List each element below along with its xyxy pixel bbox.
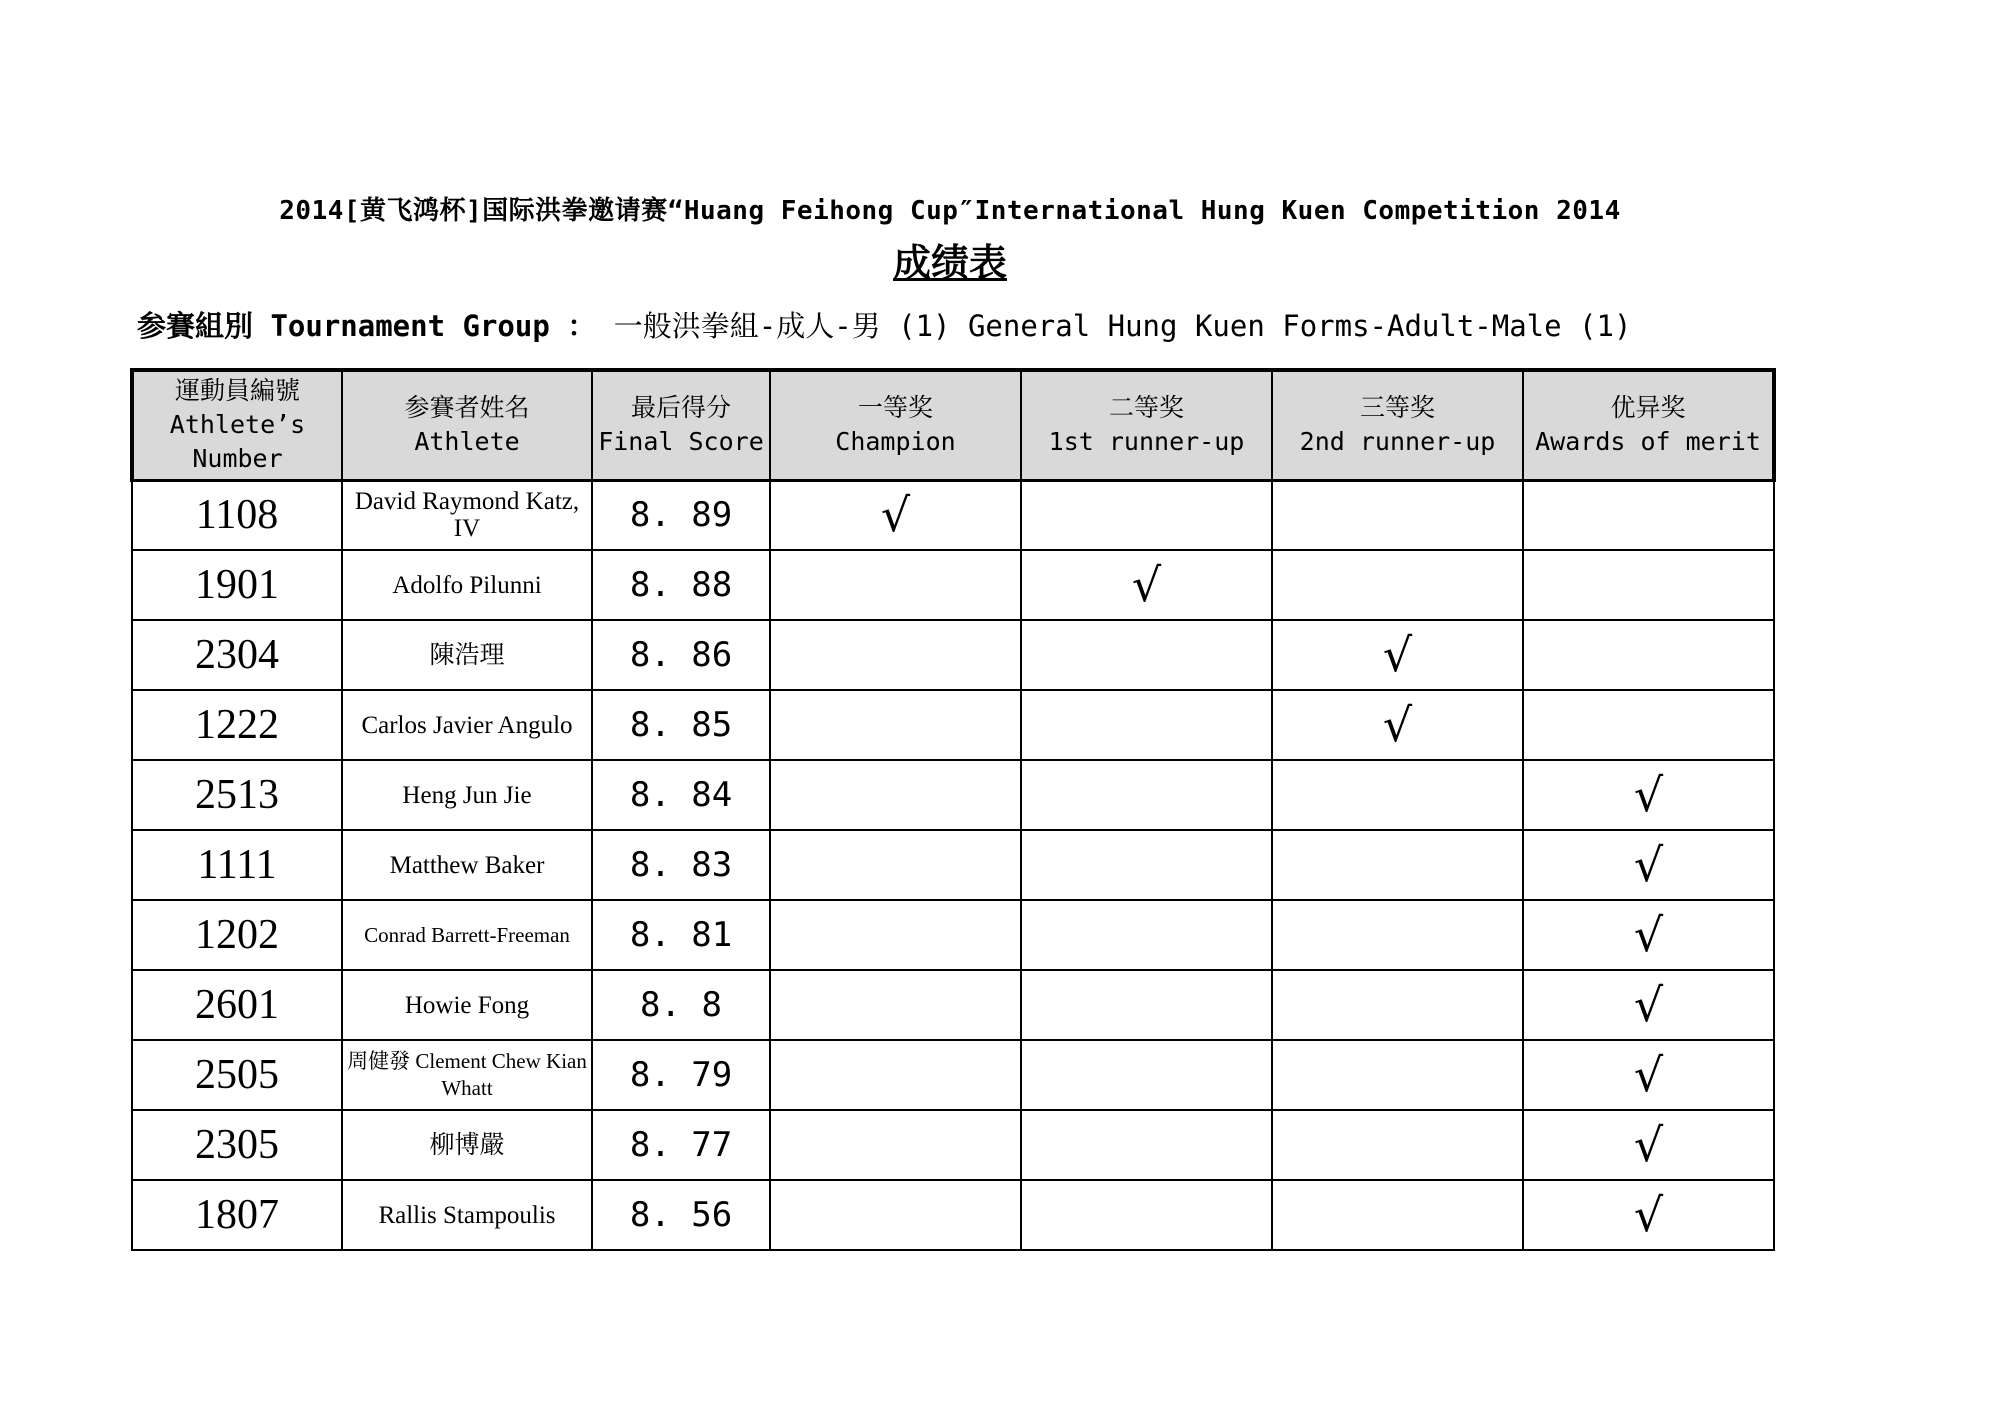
table-row xyxy=(132,1180,1774,1250)
merit-check xyxy=(1523,620,1774,690)
second-runner-up-check xyxy=(1272,1040,1523,1110)
champion-check xyxy=(770,1180,1021,1250)
event-title: 2014[黄飞鸿杯]国际洪拳邀请赛“Huang Feihong Cup″International Hung Kuen Competition 2014 xyxy=(279,196,1621,226)
merit-check: √ xyxy=(1523,1110,1774,1180)
athlete-number: 1202 xyxy=(132,900,342,970)
athlete-name: 陳浩理 xyxy=(342,620,592,690)
athlete-number: 1111 xyxy=(132,830,342,900)
merit-check: √ xyxy=(1523,760,1774,830)
table-row xyxy=(132,1040,1774,1110)
athlete-number: 2513 xyxy=(132,760,342,830)
merit-check: √ xyxy=(1523,900,1774,970)
merit-check: √ xyxy=(1523,1040,1774,1110)
header-second-runner-up: 三等奖 2nd runner-up xyxy=(1272,370,1523,480)
champion-check xyxy=(770,620,1021,690)
table-row xyxy=(132,480,1774,550)
champion-check xyxy=(770,1110,1021,1180)
first-runner-up-check xyxy=(1021,830,1272,900)
athlete-number: 2601 xyxy=(132,970,342,1040)
athlete-number: 2505 xyxy=(132,1040,342,1110)
athlete-name: 柳博嚴 xyxy=(342,1110,592,1180)
table-row xyxy=(132,830,1774,900)
champion-check: √ xyxy=(770,480,1021,550)
athlete-number: 1108 xyxy=(132,480,342,550)
first-runner-up-check xyxy=(1021,620,1272,690)
tournament-group-label: 参賽組別 Tournament Group ： xyxy=(137,309,597,343)
second-runner-up-check xyxy=(1272,480,1523,550)
athlete-name: Carlos Javier Angulo xyxy=(342,690,592,760)
merit-check xyxy=(1523,480,1774,550)
athlete-name: Heng Jun Jie xyxy=(342,760,592,830)
final-score: 8. 84 xyxy=(592,760,770,830)
merit-check: √ xyxy=(1523,1180,1774,1250)
champion-check xyxy=(770,970,1021,1040)
athlete-name: 周健發 Clement Chew Kian Whatt xyxy=(342,1040,592,1110)
merit-check: √ xyxy=(1523,970,1774,1040)
header-champion: 一等奖 Champion xyxy=(770,370,1021,480)
header-row xyxy=(132,370,1774,480)
first-runner-up-check xyxy=(1021,480,1272,550)
merit-check: √ xyxy=(1523,830,1774,900)
table-row xyxy=(132,900,1774,970)
table-row xyxy=(132,760,1774,830)
first-runner-up-check xyxy=(1021,690,1272,760)
first-runner-up-check xyxy=(1021,1110,1272,1180)
final-score: 8. 8 xyxy=(592,970,770,1040)
athlete-name: Howie Fong xyxy=(342,970,592,1040)
champion-check xyxy=(770,900,1021,970)
tournament-group xyxy=(137,304,1631,345)
champion-check xyxy=(770,690,1021,760)
first-runner-up-check xyxy=(1021,970,1272,1040)
header-athlete: 参賽者姓名 Athlete xyxy=(342,370,592,480)
second-runner-up-check xyxy=(1272,970,1523,1040)
second-runner-up-check xyxy=(1272,1180,1523,1250)
final-score: 8. 89 xyxy=(592,480,770,550)
second-runner-up-check xyxy=(1272,1110,1523,1180)
table-row xyxy=(132,620,1774,690)
results-subtitle: 成绩表 xyxy=(892,240,1007,285)
table-row xyxy=(132,1110,1774,1180)
first-runner-up-check xyxy=(1021,1040,1272,1110)
first-runner-up-check xyxy=(1021,1180,1272,1250)
athlete-number: 1901 xyxy=(132,550,342,620)
athlete-name: Conrad Barrett-Freeman xyxy=(342,900,592,970)
final-score: 8. 77 xyxy=(592,1110,770,1180)
tournament-group-value: 一般洪拳組-成人-男 (1) General Hung Kuen Forms-Adult-Male (1) xyxy=(613,309,1632,343)
header-awards-of-merit: 优异奖 Awards of merit xyxy=(1523,370,1774,480)
athlete-number: 1222 xyxy=(132,690,342,760)
champion-check xyxy=(770,550,1021,620)
results-table xyxy=(130,368,1776,1251)
champion-check xyxy=(770,830,1021,900)
athlete-name: Rallis Stampoulis xyxy=(342,1180,592,1250)
final-score: 8. 79 xyxy=(592,1040,770,1110)
header-first-runner-up: 二等奖 1st runner-up xyxy=(1021,370,1272,480)
final-score: 8. 86 xyxy=(592,620,770,690)
champion-check xyxy=(770,1040,1021,1110)
athlete-name: Matthew Baker xyxy=(342,830,592,900)
final-score: 8. 88 xyxy=(592,550,770,620)
table-row xyxy=(132,550,1774,620)
athlete-number: 1807 xyxy=(132,1180,342,1250)
athlete-number: 2304 xyxy=(132,620,342,690)
merit-check xyxy=(1523,690,1774,760)
champion-check xyxy=(770,760,1021,830)
header-final-score: 最后得分 Final Score xyxy=(592,370,770,480)
header-athlete-number: 運動員編號 Athlete’s Number xyxy=(132,370,342,480)
final-score: 8. 85 xyxy=(592,690,770,760)
second-runner-up-check: √ xyxy=(1272,620,1523,690)
final-score: 8. 83 xyxy=(592,830,770,900)
second-runner-up-check xyxy=(1272,830,1523,900)
first-runner-up-check xyxy=(1021,760,1272,830)
first-runner-up-check xyxy=(1021,900,1272,970)
table-row xyxy=(132,690,1774,760)
athlete-name: Adolfo Pilunni xyxy=(342,550,592,620)
merit-check xyxy=(1523,550,1774,620)
final-score: 8. 81 xyxy=(592,900,770,970)
second-runner-up-check: √ xyxy=(1272,690,1523,760)
table-row xyxy=(132,970,1774,1040)
first-runner-up-check: √ xyxy=(1021,550,1272,620)
second-runner-up-check xyxy=(1272,900,1523,970)
athlete-name: David Raymond Katz, IV xyxy=(342,480,592,550)
second-runner-up-check xyxy=(1272,760,1523,830)
final-score: 8. 56 xyxy=(592,1180,770,1250)
second-runner-up-check xyxy=(1272,550,1523,620)
athlete-number: 2305 xyxy=(132,1110,342,1180)
